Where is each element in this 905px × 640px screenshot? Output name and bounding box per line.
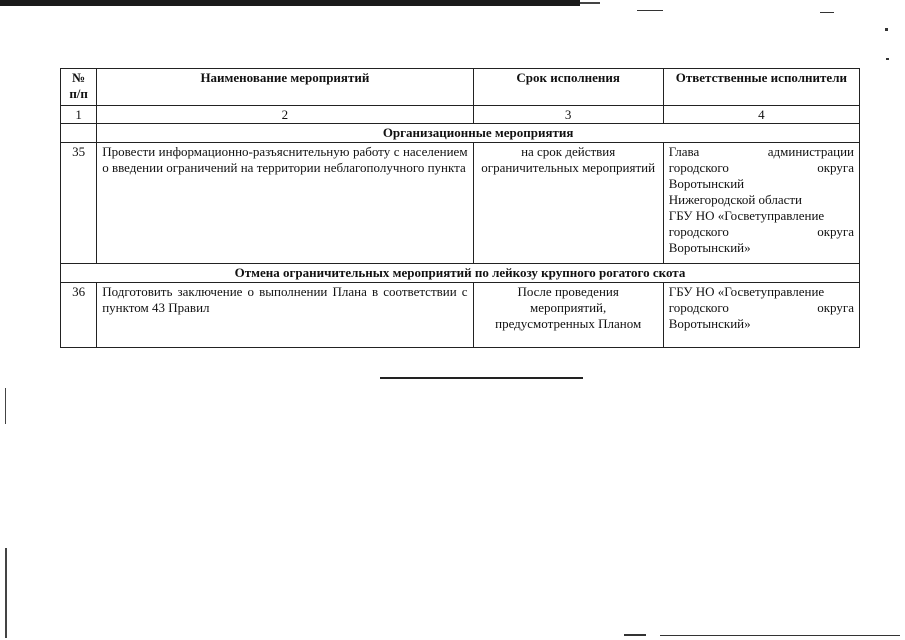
column-number-row (61, 106, 860, 124)
responsible-line: Нижегородской области (668, 192, 803, 207)
scan-dot (885, 28, 888, 31)
row-deadline: После проведения мероприятий, предусмотренных Планом (473, 283, 663, 348)
end-separator-line (380, 377, 583, 379)
scan-dash (637, 10, 663, 11)
scan-edge-line (0, 0, 580, 6)
plan-table (60, 68, 860, 348)
column-number: 2 (97, 106, 473, 124)
responsible-line: ГБУ НО «Госветуправление (668, 208, 825, 223)
scan-dash (820, 12, 834, 13)
section-row (61, 124, 860, 143)
header-deadline: Срок исполнения (473, 69, 663, 106)
row-deadline: на срок действия ограничительных мероприятий (473, 143, 663, 264)
margin-mark (5, 548, 7, 638)
responsible-line: ГБУ НО «Госветуправление (668, 284, 825, 299)
scan-dash (624, 634, 646, 636)
responsible-line: Воротынский (668, 176, 745, 191)
scan-edge-mark (580, 2, 600, 4)
table-row (61, 143, 860, 264)
responsible-line: Воротынский» (668, 240, 751, 255)
responsible-line: Глава администрации (668, 144, 854, 159)
header-num: № п/п (61, 69, 97, 106)
table-header-row (61, 69, 860, 106)
responsible-line: городского округа (668, 300, 854, 315)
header-name: Наименование мероприятий (97, 69, 473, 106)
responsible-line: городского округа (668, 224, 854, 239)
section-row (61, 264, 860, 283)
responsible-line: Воротынский» (668, 316, 751, 331)
responsible-line: городского округа (668, 160, 854, 175)
section-title: Организационные мероприятия (97, 124, 860, 143)
scan-dot (886, 58, 889, 60)
column-number: 1 (61, 106, 97, 124)
row-responsible (663, 143, 859, 264)
row-name: Провести информационно-разъяснительную работу с населением о введении ограничений на территории неблагополучного пункта (97, 143, 473, 264)
section-spacer (61, 124, 97, 143)
scan-dash (660, 635, 900, 636)
row-name: Подготовить заключение о выполнении Плана в соответствии с пунктом 43 Правил (97, 283, 473, 348)
margin-mark (5, 388, 6, 424)
header-responsible: Ответственные исполнители (663, 69, 859, 106)
column-number: 3 (473, 106, 663, 124)
table-row (61, 283, 860, 348)
section-title: Отмена ограничительных мероприятий по лейкозу крупного рогатого скота (61, 264, 860, 283)
row-responsible (663, 283, 859, 348)
column-number: 4 (663, 106, 859, 124)
row-num: 35 (61, 143, 97, 264)
row-num: 36 (61, 283, 97, 348)
